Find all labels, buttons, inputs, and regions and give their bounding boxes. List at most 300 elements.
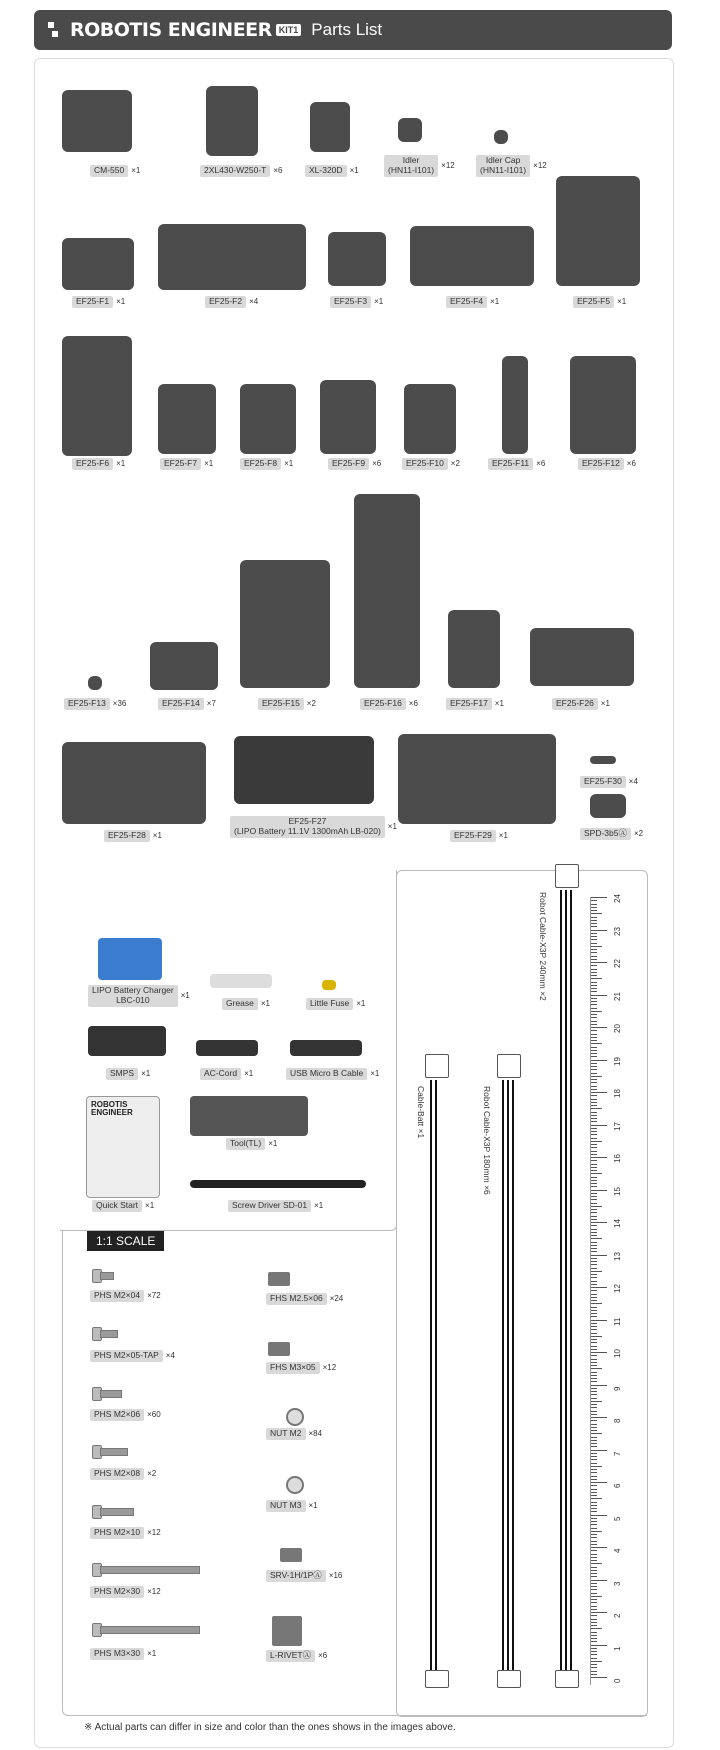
accessory-image [290,1040,362,1056]
ruler-tick [591,943,597,944]
scale-badge: 1:1 SCALE [87,1231,164,1251]
ruler-tick [591,1446,597,1447]
ruler-number: 3 [613,1581,622,1586]
ruler-tick [591,1398,597,1399]
ruler-tick [591,1580,607,1581]
part-label [286,1068,379,1080]
part-qty: ×6 [536,459,546,469]
part-label [446,296,499,308]
part-image [494,130,508,144]
ruler-tick [591,1037,597,1038]
part-label [306,998,365,1010]
ruler-number: 8 [613,1418,622,1423]
ruler-tick [591,969,597,970]
part-image [328,232,386,286]
part-name: LIPO Battery Charger LBC-010 [88,985,178,1007]
screw-body [100,1508,134,1516]
part-qty: ×1 [284,459,294,469]
ruler-tick [591,975,597,976]
ruler-tick [591,1199,597,1200]
ruler-tick [591,1641,597,1642]
part-qty: ×84 [308,1429,323,1439]
ruler-tick [591,1248,597,1249]
part-name: EF25-F26 [552,698,598,710]
screw-body [100,1390,122,1398]
ruler-tick [591,1095,597,1096]
ruler-tick [591,1069,597,1070]
ruler-tick [591,1424,597,1425]
cable-wire [502,1080,514,1670]
ruler-tick [591,1554,597,1555]
ruler-tick [591,1550,597,1551]
ruler-tick [591,1320,607,1321]
part-qty: ×2 [306,699,316,709]
ruler-tick [591,1138,597,1139]
ruler-number: 4 [613,1548,622,1553]
part-name: EF25-F4 [446,296,487,308]
ruler-tick [591,1593,597,1594]
part-qty: ×1 [141,1069,151,1079]
ruler-tick [591,1089,597,1090]
part-label [258,698,316,710]
ruler-tick [591,1277,597,1278]
ruler-tick [591,1076,602,1077]
part-name: EF25-F9 [328,458,369,470]
part-name: EF25-F30 [580,776,626,788]
ruler-tick [591,956,597,957]
part-image [448,610,500,688]
part-image [410,226,534,286]
ruler-tick [591,1024,597,1025]
ruler-tick [591,1050,597,1051]
cable-name: Cable-Batt [416,1086,426,1127]
ruler-tick [591,1599,597,1600]
part-name: Little Fuse [306,998,353,1010]
part-image [62,742,206,824]
ruler-tick [591,985,597,986]
ruler-tick [591,1469,597,1470]
part-name: AC-Cord [200,1068,241,1080]
part-name: EF25-F29 [450,830,496,842]
ruler-tick [591,1323,597,1324]
ruler-tick [591,1326,597,1327]
ruler-tick [591,1290,597,1291]
part-label [580,776,638,788]
part-name: USB Micro B Cable [286,1068,367,1080]
part-qty: ×1 [152,831,162,841]
ruler-number: 12 [613,1284,622,1293]
ruler-tick [591,1463,597,1464]
accessory-image [210,974,272,988]
ruler-tick [591,1281,597,1282]
part-qty: ×12 [441,161,455,171]
part-label [104,830,162,842]
part-label [240,458,293,470]
ruler-tick [591,1632,597,1633]
ruler-tick [591,1183,597,1184]
part-name: EF25-F6 [72,458,113,470]
part-image [234,736,374,804]
part-name: FHS M3×05 [266,1362,320,1374]
part-qty: ×7 [206,699,216,709]
hardware-image [272,1616,302,1646]
ruler-number: 9 [613,1386,622,1391]
ruler-tick [591,1671,597,1672]
ruler-tick [591,1352,607,1353]
ruler-tick [591,1274,597,1275]
part-label [226,1138,277,1150]
accessory-image [190,1096,308,1136]
part-image [404,384,456,454]
part-qty: ×4 [628,777,638,787]
ruler-tick [591,1625,597,1626]
part-image [240,560,330,688]
cable-connector-top [425,1054,449,1078]
cable-qty: ×2 [538,988,548,1001]
part-name: EF25-F28 [104,830,150,842]
part-name: EF25-F17 [446,698,492,710]
ruler-tick [591,1154,597,1155]
part-label [158,698,216,710]
ruler-tick [591,1180,597,1181]
ruler-number: 16 [613,1154,622,1163]
ruler-tick [591,1511,597,1512]
part-qty: ×6 [372,459,382,469]
part-label [106,1068,150,1080]
ruler-tick [591,1134,597,1135]
cable-qty: ×6 [482,1182,492,1195]
ruler-tick [591,1102,597,1103]
ruler-tick [591,1576,597,1577]
part-label [230,816,397,838]
part-image [206,86,258,156]
ruler-tick [591,1336,602,1337]
part-image [158,224,306,290]
ruler-tick [591,1411,597,1412]
ruler-tick [591,1287,607,1288]
ruler-tick [591,1355,597,1356]
accessory-image [322,980,336,990]
ruler-tick [591,1450,607,1451]
ruler-tick [591,1440,597,1441]
ruler-tick [591,1563,602,1564]
part-label [266,1500,318,1512]
ruler-tick [591,1144,597,1145]
ruler-number: 23 [613,926,622,936]
ruler-tick [591,1589,597,1590]
part-name: Tool(TL) [226,1138,265,1150]
part-qty: ×1 [145,1201,155,1211]
part-label [446,698,504,710]
ruler-tick [591,1339,597,1340]
brand-logo: ROBOTIS ENGINEER [70,19,272,41]
part-label [92,1200,154,1212]
ruler-tick [591,1557,597,1558]
part-qty: ×1 [308,1501,318,1511]
ruler-tick [591,1378,597,1379]
ruler-tick [591,1264,597,1265]
part-label [330,296,383,308]
ruler-number: 22 [613,959,622,968]
part-qty: ×36 [112,699,127,709]
part-label [552,698,610,710]
screw-body [100,1566,200,1574]
ruler-tick [591,1664,597,1665]
part-qty: ×1 [147,1649,157,1659]
part-qty: ×1 [131,166,141,176]
ruler-number: 15 [613,1186,622,1196]
ruler-tick [591,900,597,901]
ruler-tick [591,1362,597,1363]
part-name: CM-550 [90,165,128,177]
ruler-tick [591,1209,597,1210]
ruler-tick [591,1001,597,1002]
ruler-tick [591,1082,597,1083]
part-label [266,1428,322,1440]
part-label [402,458,460,470]
ruler-tick [591,972,597,973]
part-name: NUT M2 [266,1428,306,1440]
ruler-tick [591,1105,597,1106]
ruler-tick [591,1141,602,1142]
part-name: EF25-F16 [360,698,406,710]
ruler-tick [591,1342,597,1343]
screw-body [100,1448,128,1456]
part-label [450,830,508,842]
ruler-tick [591,1294,597,1295]
part-label [64,698,126,710]
part-qty: ×12 [147,1587,161,1597]
screw-body [100,1626,200,1634]
cable-connector-bottom [555,1670,579,1688]
ruler-tick [591,1567,597,1568]
ruler-tick [591,1388,597,1389]
part-qty: ×1 [370,1069,380,1079]
part-image [320,380,376,454]
ruler-tick [591,1164,597,1165]
part-qty: ×6 [318,1651,328,1661]
part-qty: ×2 [634,829,644,839]
part-label [200,165,283,177]
accessory-image [190,1180,366,1188]
ruler-tick [591,897,607,898]
ruler-tick [591,1268,597,1269]
ruler-tick [591,1186,597,1187]
ruler-tick [591,1560,597,1561]
part-label [88,985,190,1007]
part-image [62,238,134,290]
ruler-tick [591,1235,597,1236]
ruler-number: 24 [613,894,622,903]
ruler-tick [591,1056,597,1057]
ruler-tick [591,1047,597,1048]
ruler-tick [591,1284,597,1285]
ruler-tick [591,920,597,921]
ruler-tick [591,962,607,963]
ruler-tick [591,946,602,947]
ruler-tick [591,1372,597,1373]
cable-wire [560,890,572,1670]
ruler-tick [591,1131,597,1132]
ruler-tick [591,959,597,960]
part-name: PHS M2×30 [90,1586,144,1598]
ruler-tick [591,1443,597,1444]
ruler-tick [591,1034,597,1035]
part-qty: ×1 [498,831,508,841]
ruler-tick [591,1495,597,1496]
cable-connector-bottom [425,1670,449,1688]
ruler-tick [591,1212,597,1213]
ruler-tick [591,1307,597,1308]
part-label [72,458,125,470]
nut-image [286,1408,304,1426]
part-name: EF25-F1 [72,296,113,308]
ruler-tick [591,1635,597,1636]
hardware-image [268,1342,290,1356]
ruler-tick [591,1011,602,1012]
ruler-tick [591,1297,597,1298]
ruler-tick [591,1177,597,1178]
ruler-tick [591,1524,597,1525]
ruler-tick [591,1391,597,1392]
part-qty: ×4 [249,297,259,307]
ruler-tick [591,1115,597,1116]
part-name: PHS M3×30 [90,1648,144,1660]
part-qty: ×1 [490,297,500,307]
ruler-number: 7 [613,1451,622,1456]
ruler-tick [591,1073,597,1074]
ruler-tick [591,1346,597,1347]
part-name: PHS M2×05-TAP [90,1350,163,1362]
part-image [354,494,420,688]
part-qty: ×16 [328,1571,343,1581]
part-image [502,356,528,454]
ruler-tick [591,1167,597,1168]
part-qty: ×60 [147,1410,161,1420]
part-label [488,458,545,470]
ruler-tick [591,1612,607,1613]
cable-name: Robot Cable-X3P 180mm [482,1086,492,1183]
ruler-tick [591,1420,597,1421]
part-image [240,384,296,454]
part-qty: ×1 [268,1139,278,1149]
part-label [266,1650,327,1662]
ruler-tick [591,1658,597,1659]
ruler-tick [591,1515,607,1516]
ruler-tick [591,1404,597,1405]
part-label [90,165,140,177]
ruler-tick [591,1147,597,1148]
ruler-tick [591,1092,607,1093]
part-name: EF25-F5 [573,296,614,308]
ruler-tick [591,1570,597,1571]
part-label [384,155,455,177]
ruler-tick [591,913,602,914]
ruler-tick [591,1128,597,1129]
accessory-image [98,938,162,980]
ruler-tick [591,1108,602,1109]
ruler-tick [591,1349,597,1350]
ruler-tick [591,1472,597,1473]
ruler-tick [591,1505,597,1506]
ruler-tick [591,1606,597,1607]
part-label [222,998,270,1010]
part-name: PHS M2×08 [90,1468,144,1480]
ruler-tick [591,952,597,953]
part-qty: ×1 [356,999,366,1009]
ruler-tick [591,1066,597,1067]
part-label [305,165,359,177]
ruler-number: 2 [613,1613,622,1618]
part-qty: ×24 [329,1294,344,1304]
ruler-tick [591,1498,602,1499]
ruler-tick [591,1216,597,1217]
part-image [88,676,102,690]
part-name: EF25-F15 [258,698,304,710]
ruler-tick [591,1316,597,1317]
ruler-tick [591,1030,597,1031]
part-name: EF25-F10 [402,458,448,470]
part-qty: ×1 [600,699,610,709]
accessory-image [86,1096,160,1198]
ruler-tick [591,1485,597,1486]
ruler-tick [591,1502,597,1503]
ruler-tick [591,1528,597,1529]
ruler-tick [591,1160,597,1161]
ruler-tick [591,1573,597,1574]
part-image [530,628,634,686]
part-image [398,118,422,142]
ruler-tick [591,1648,597,1649]
ruler-tick [591,1300,597,1301]
ruler-tick [591,1086,597,1087]
part-qty: ×1 [260,999,270,1009]
part-name: Grease [222,998,258,1010]
accessory-image [196,1040,258,1056]
part-name: FHS M2.5×06 [266,1293,327,1305]
ruler-tick [591,1638,597,1639]
part-image [590,756,616,764]
part-image [158,384,216,454]
ruler-tick [591,1645,607,1646]
cable-label [416,1086,426,1138]
ruler-tick [591,1537,597,1538]
part-qty: ×1 [244,1069,254,1079]
ruler-tick [591,1489,597,1490]
ruler-tick [591,1203,597,1204]
ruler-tick [591,1255,607,1256]
ruler-tick [591,1193,597,1194]
ruler-tick [591,1430,597,1431]
ruler-tick [591,1060,607,1061]
ruler-tick [591,1310,597,1311]
ruler-tick [591,1456,597,1457]
ruler-tick [591,1479,597,1480]
part-qty: ×2 [450,459,460,469]
ruler-tick [591,995,607,996]
part-label [266,1570,342,1582]
part-image [556,176,640,286]
ruler-tick [591,1008,597,1009]
part-qty: ×1 [349,166,359,176]
ruler-tick [591,923,597,924]
part-qty: ×4 [165,1351,175,1361]
ruler-tick [591,904,597,905]
ruler-tick [591,917,597,918]
part-name: Idler (HN11-I101) [384,155,438,177]
part-image [62,90,132,152]
part-qty: ×1 [494,699,504,709]
